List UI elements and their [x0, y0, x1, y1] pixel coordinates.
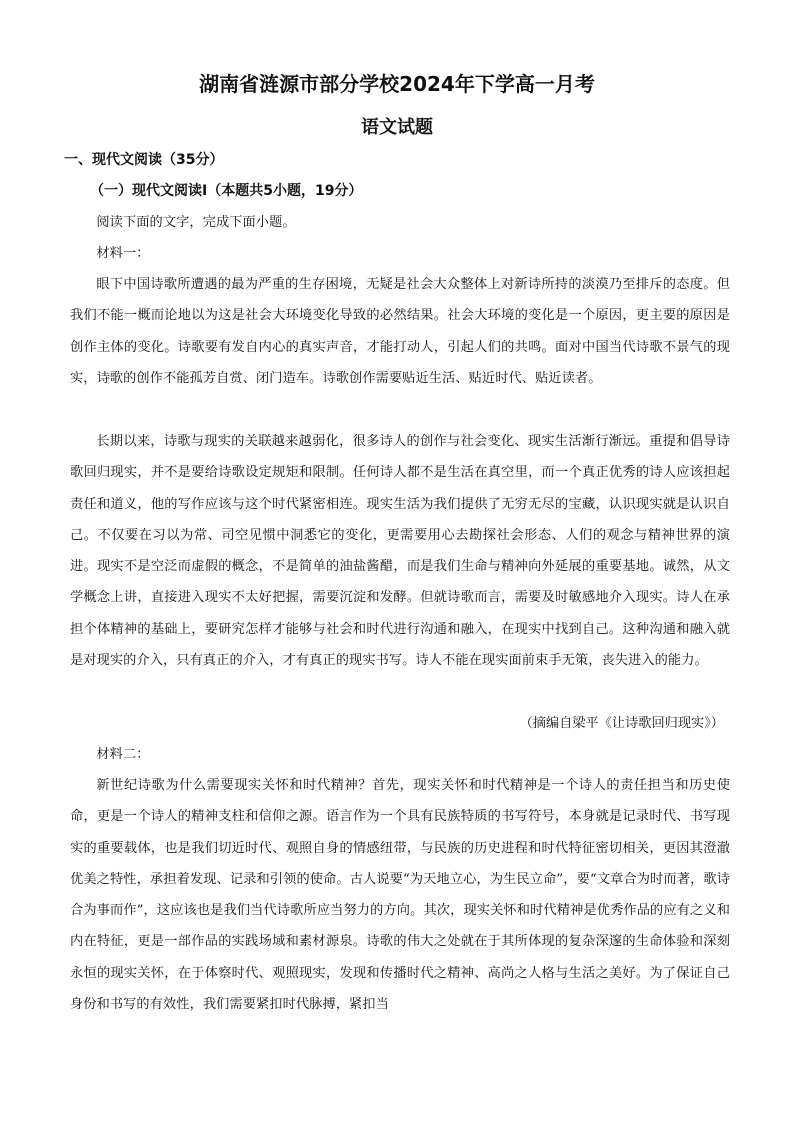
material-one-label: 材料一：	[96, 246, 150, 261]
subsection-heading: （一）现代文阅读Ⅰ（本题共5小题，19分）	[90, 183, 363, 199]
material-two-paragraph: 新世纪诗歌为什么需要现实关怀和时代精神？首先，现实关怀和时代精神是一个诗人的责任担当和历史使命，更是一个诗人的精神支柱和信仰之源。语言作为一个具有民族特质的书写符号，本身就是记录时代、书写现实的重要载体，也是我们切近时代、观照自身的情感纽带，与民族的历史进程和时代特征密切相关，更因其澄澈优美之特性，承担着发现、记录和引领的使命。古人说要“为天地立心，为生民立命”，要“文章合为时而著，歌诗合为事而作”，这应该也是我们当代诗歌所应当努力的方向。其次，现实关怀和时代精神是优秀作品的应有之义和内在特征，更是一部作品的实践场域和素材源泉。诗歌的伟大之处就在于其所体现的复杂深邃的生命体验和深刻永恒的现实关怀，在于体察时代、观照现实，发现和传播时代之精神、高尚之人格与生活之美好。为了保证自己身份和书写的有效性，我们需要紧扣时代脉搏，紧扣当	[70, 778, 730, 1013]
exam-subtitle: 语文试题	[361, 117, 433, 138]
exam-title: 湖南省涟源市部分学校2024年下学高一月考	[199, 72, 595, 96]
material-two-label: 材料二：	[96, 747, 150, 762]
material-one-source: （摘编自梁平《让诗歌回归现实》）	[519, 716, 724, 731]
material-one-paragraph: 眼下中国诗歌所遭遇的最为严重的生存困境，无疑是社会大众整体上对新诗所持的淡漠乃至排斥的态度。但我们不能一概而论地以为这是社会大环境变化导致的必然结果。社会大环境的变化是一个原因，更主要的原因是创作主体的变化。诗歌要有发自内心的真实声音，才能打动人，引起人们的共鸣。面对中国当代诗歌不景气的现实，诗歌的创作不能孤芳自赏、闭门造车。诗歌创作需要贴近生活、贴近时代、贴近读者。	[70, 277, 730, 386]
reading-instruction: 阅读下面的文字，完成下面小题。	[96, 215, 296, 230]
section-heading: 一、现代文阅读（35分）	[64, 152, 224, 168]
material-one-paragraph: 长期以来，诗歌与现实的关联越来越弱化，很多诗人的创作与社会变化、现实生活渐行渐远。重提和倡导诗歌回归现实，并不是要给诗歌设定规矩和限制。任何诗人都不是生活在真空里，而一个真正优秀的诗人应该担起责任和道义，他的写作应该与这个时代紧密相连。现实生活为我们提供了无穷无尽的宝藏，认识现实就是认识自己。不仅要在习以为常、司空见惯中洞悉它的变化，更需要用心去勘探社会形态、人们的观念与精神世界的演进。现实不是空泛而虚假的概念，不是简单的油盐酱醋，而是我们生命与精神向外延展的重要基地。诚然，从文学概念上讲，直接进入现实不太好把握，需要沉淀和发酵。但就诗歌而言，需要及时敏感地介入现实。诗人在承担个体精神的基础上，要研究怎样才能够与社会和时代进行沟通和融入，在现实中找到自己。这种沟通和融入就是对现实的介入，只有真正的介入，才有真正的现实书写。诗人不能在现实面前束手无策，丧失进入的能力。	[70, 434, 730, 669]
